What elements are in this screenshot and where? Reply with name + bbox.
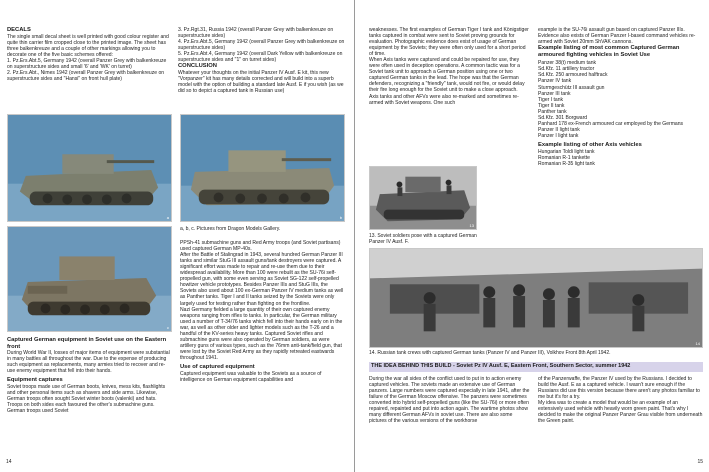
other-heading: Example listing of other Axis vehicles <box>538 141 642 148</box>
deception-text: weaknesses. The first examples of German Tiger I tank and Königstiger tanks captured in combat were sent to Soviet proving grounds for evaluation. Photographic evidence does exist of usage of German equipment by the Soviets; they were often only used for a short period of time. When Axis tanks were captured and could be repaired for use, they were often used in deception operations. A common tactic was for a Soviet tank unit to approach a German position using one or two captured German tanks in the lead. The hope was that the German defenders, recognizing a "friendly" tank, would not fire, or would delay their fire long enough for the Soviet unit to make a close approach. Axis tanks and other AFVs were also re-marked and sometimes re-armed with Soviet weapons. One such <box>369 27 529 106</box>
vehicle-item: Panzer I light tank <box>538 132 579 139</box>
vehicle-item: Panzer III tank <box>538 90 571 97</box>
idea-text-1: During the war all sides of the conflict used to put in to action enemy captured vehicles. The soviets made an extensive use of German panzers. Large numbers were captured especially in late 1941, after the failure of the German Moscow offensive. The panzers were sometimes converted into hybrid self-propelled guns (like the SU-76i) or more often repaired, repainted and put into action again. The wartime photos show many different German AFVs in soviet use. There are also some pictures of the various versions of the workhorse <box>369 376 530 425</box>
vehicle-list <box>538 60 703 139</box>
photo-13-number: 13 <box>469 223 474 228</box>
use-heading: Use of captured equipment <box>180 363 255 370</box>
other-vehicle-item: Romanian R-35 light tank <box>538 160 595 167</box>
archive-photo-13 <box>369 166 477 230</box>
photo-14-caption: 14. Russian tank crews with captured German tanks (Panzer IV and Panzer III), Volkhov Front 8th April 1942. <box>369 350 611 356</box>
archive-photo-14 <box>369 248 703 348</box>
left-page <box>0 0 354 472</box>
model-photo-a <box>7 114 172 222</box>
model-photo-b <box>180 114 345 222</box>
other-vehicle-item: Romanian R-1 tankette <box>538 154 590 161</box>
scheme-5: 5. Pz.Ers.Abt.4, Germany 1942 (overall Dark Yellow with balkenkreuze on superstructure sides and "1" on turret sides) <box>178 51 343 64</box>
scheme-2: 2. Pz.Ers.Abt., Nimes 1942 (overall Panzer Grey with balkenkreuze on superstructure sides and "Hansi" on front hull plate) <box>7 69 165 82</box>
section-heading: Captured German equipment in Soviet use on the Eastern front <box>7 337 167 350</box>
decals-heading: DECALS <box>7 27 31 33</box>
idea-text-2: of the Panzerwaffe, the Panzer IV used by the Russians. I decided to build the Ausf. E as a captured vehicle. I wasn't sure enough if the Russians did use this version because there aren't any photos familiar to me but it's for a try. My idea was to create a model that would be an example of an extensively used vehicle with heavily worn green paint. That's why I decided to make the original Panzer Panzer Grau visible from underneath the Green paint. <box>538 376 703 425</box>
photo-14-number: 14 <box>695 341 700 346</box>
photo-b-label: b <box>339 215 342 220</box>
photo-a-label: a <box>166 215 169 220</box>
vehicle-item: Panther tank <box>538 108 567 115</box>
vehicle-item: Tiger I tank <box>538 96 564 103</box>
right-page <box>355 0 709 472</box>
conclusion-heading: CONCLUSION <box>178 63 217 70</box>
scheme-1: 1. Pz.Ers.Abt.5, Germany 1942 (overall Panzer Grey with balkenkreuze on superstructure sides and small '6' and 'WK' on turret) <box>7 57 167 70</box>
eastern-front-column <box>7 337 172 461</box>
photos-caption: a, b, c. Pictures from Dragon Models Gallery. <box>180 226 281 232</box>
deception-column <box>369 27 531 167</box>
photo-13-caption: 13. Soviet soldiers pose with a captured German Panzer IV Ausf. F. <box>369 233 477 245</box>
idea-column-2 <box>538 376 703 462</box>
conclusion-text: Whatever your thoughts on the initial Panzer IV Ausf. E kit, this new "Vorpanzer" kit has many details corrected and will build into a superb model with the option of building a standard late Ausf. E if you wish (as we did so to depict a captured tank in Russian use) <box>178 69 344 95</box>
soviet-use-text: PPSh-41 submachine guns and Red Army troops (and Soviet partisans) used captured German MP-40s. After the Battle of Stalingrad in 1943, several hundred German Panzer III tanks and similar StuG III assault guns/tank destroyers were captured. A significant effort was made to repair and re-use them due to their widespread availability. More than 100 were rebuilt as the SU-76i self-propelled gun, with some even serving as Soviet SG-122 self-propelled howitzer vehicle prototypes. Besides Panzer IIIs and StuG IIIs, the Soviets also used about 100 ex-German Panzer IV medium tanks as well as Panther tanks. Tiger I and II tanks seized by the Soviets were only largely used for testing rather than fighting on the frontline. Nazi Germany fielded a large quantity of their own captured enemy weapons ranging from rifles to tanks. In particular, the German military used a number of T-34/76 tanks which fell into their hands early on in the war, as well as other older and lighter models such as the T-26 and a handful of the KV-series heavy tanks. Captured Soviet rifles and submachine guns were also operated by German soldiers, as were artillery guns of various types, such as the 76mm anti-tank/field gun, that were lost by the Soviet Red Army as they rapidly retreated eastwards throughout 1941. <box>180 240 344 361</box>
vehicle-item: Sd.Kfz. 301 Borgward <box>538 114 588 121</box>
decals-text: The single small decal sheet is well printed with good colour register and quite thin carrier film cropped close to the printed image. The sheet has three balkenkreuze and a couple of other markings allowing you to decorate one of the five basic schemes offered: <box>7 33 169 58</box>
other-vehicle-item: Hungarian Toldi light tank <box>538 148 595 155</box>
scheme-4: 4. Pz.Ers.Abt.5, Germany 1942 (overall Panzer Grey with balkenkreuze on superstructure sides) <box>178 39 345 52</box>
left-page-number: 14 <box>6 459 12 465</box>
vehicle-list-column <box>538 27 703 237</box>
captures-heading: Equipment captures <box>7 377 63 384</box>
photos-caption-column <box>180 226 345 461</box>
idea-title-band: THE IDEA BEHIND THIS BUILD - Soviet Pz IV Ausf. E, Eastern Front, Southern Sector, summer 1942 <box>369 362 703 372</box>
vehicle-item: Tiger II tank <box>538 102 565 109</box>
captures-text: Soviet troops made use of German boots, knives, mess kits, flashlights and other personal items such as shavers and side arms. Likewise, German troops often sought Soviet winter boots (valenki) and hats. Troops on both sides each favoured the other's submachine guns. German troops used Soviet <box>7 383 166 415</box>
idea-column-1 <box>369 376 531 462</box>
list-heading: Example listing of most common Captured German armoured fighting vehicles in Soviet Use <box>538 45 680 58</box>
su76i-text: example is the SU-76i assault gun based on captured Panzer IIIs. Evidence also exists of German Panzer I-based command vehicles re-armed with Soviet 20mm ShVAK cannons. <box>538 27 696 46</box>
model-photo-c <box>7 226 172 332</box>
vehicle-item: Panzer 38(t) medium tank <box>538 60 597 67</box>
vehicle-item: Panzer II light tank <box>538 126 580 133</box>
scheme-3: 3. Pz.Rgt.31, Russia 1942 (overall Panzer Grey with balkenkreuze on superstructure sides) <box>178 27 334 40</box>
use-text: Captured equipment was valuable to the Soviets as a source of intelligence on German equipment capabilities and <box>180 370 322 383</box>
vehicle-item: Sd.Kfz. 11 artillery tractor <box>538 66 595 73</box>
right-page-number: 15 <box>697 459 703 465</box>
vehicle-item: Panhard 178 ex-French armoured car employed by the Germans <box>538 120 684 127</box>
photo-c-label: c <box>167 325 169 330</box>
vehicle-item: Sturmgeschütz III assault gun <box>538 84 605 91</box>
vehicle-item: Sd.Kfz. 250 armoured halftrack <box>538 72 608 79</box>
section-text: During World War II, losses of major items of equipment were substantial in many battles all throughout the war. Due to the expense of producing such equipment as replacements, many armies tried to recover and re-use enemy equipment that fell into their hands. <box>7 350 170 375</box>
vehicle-item: Panzer IV tank <box>538 78 572 85</box>
